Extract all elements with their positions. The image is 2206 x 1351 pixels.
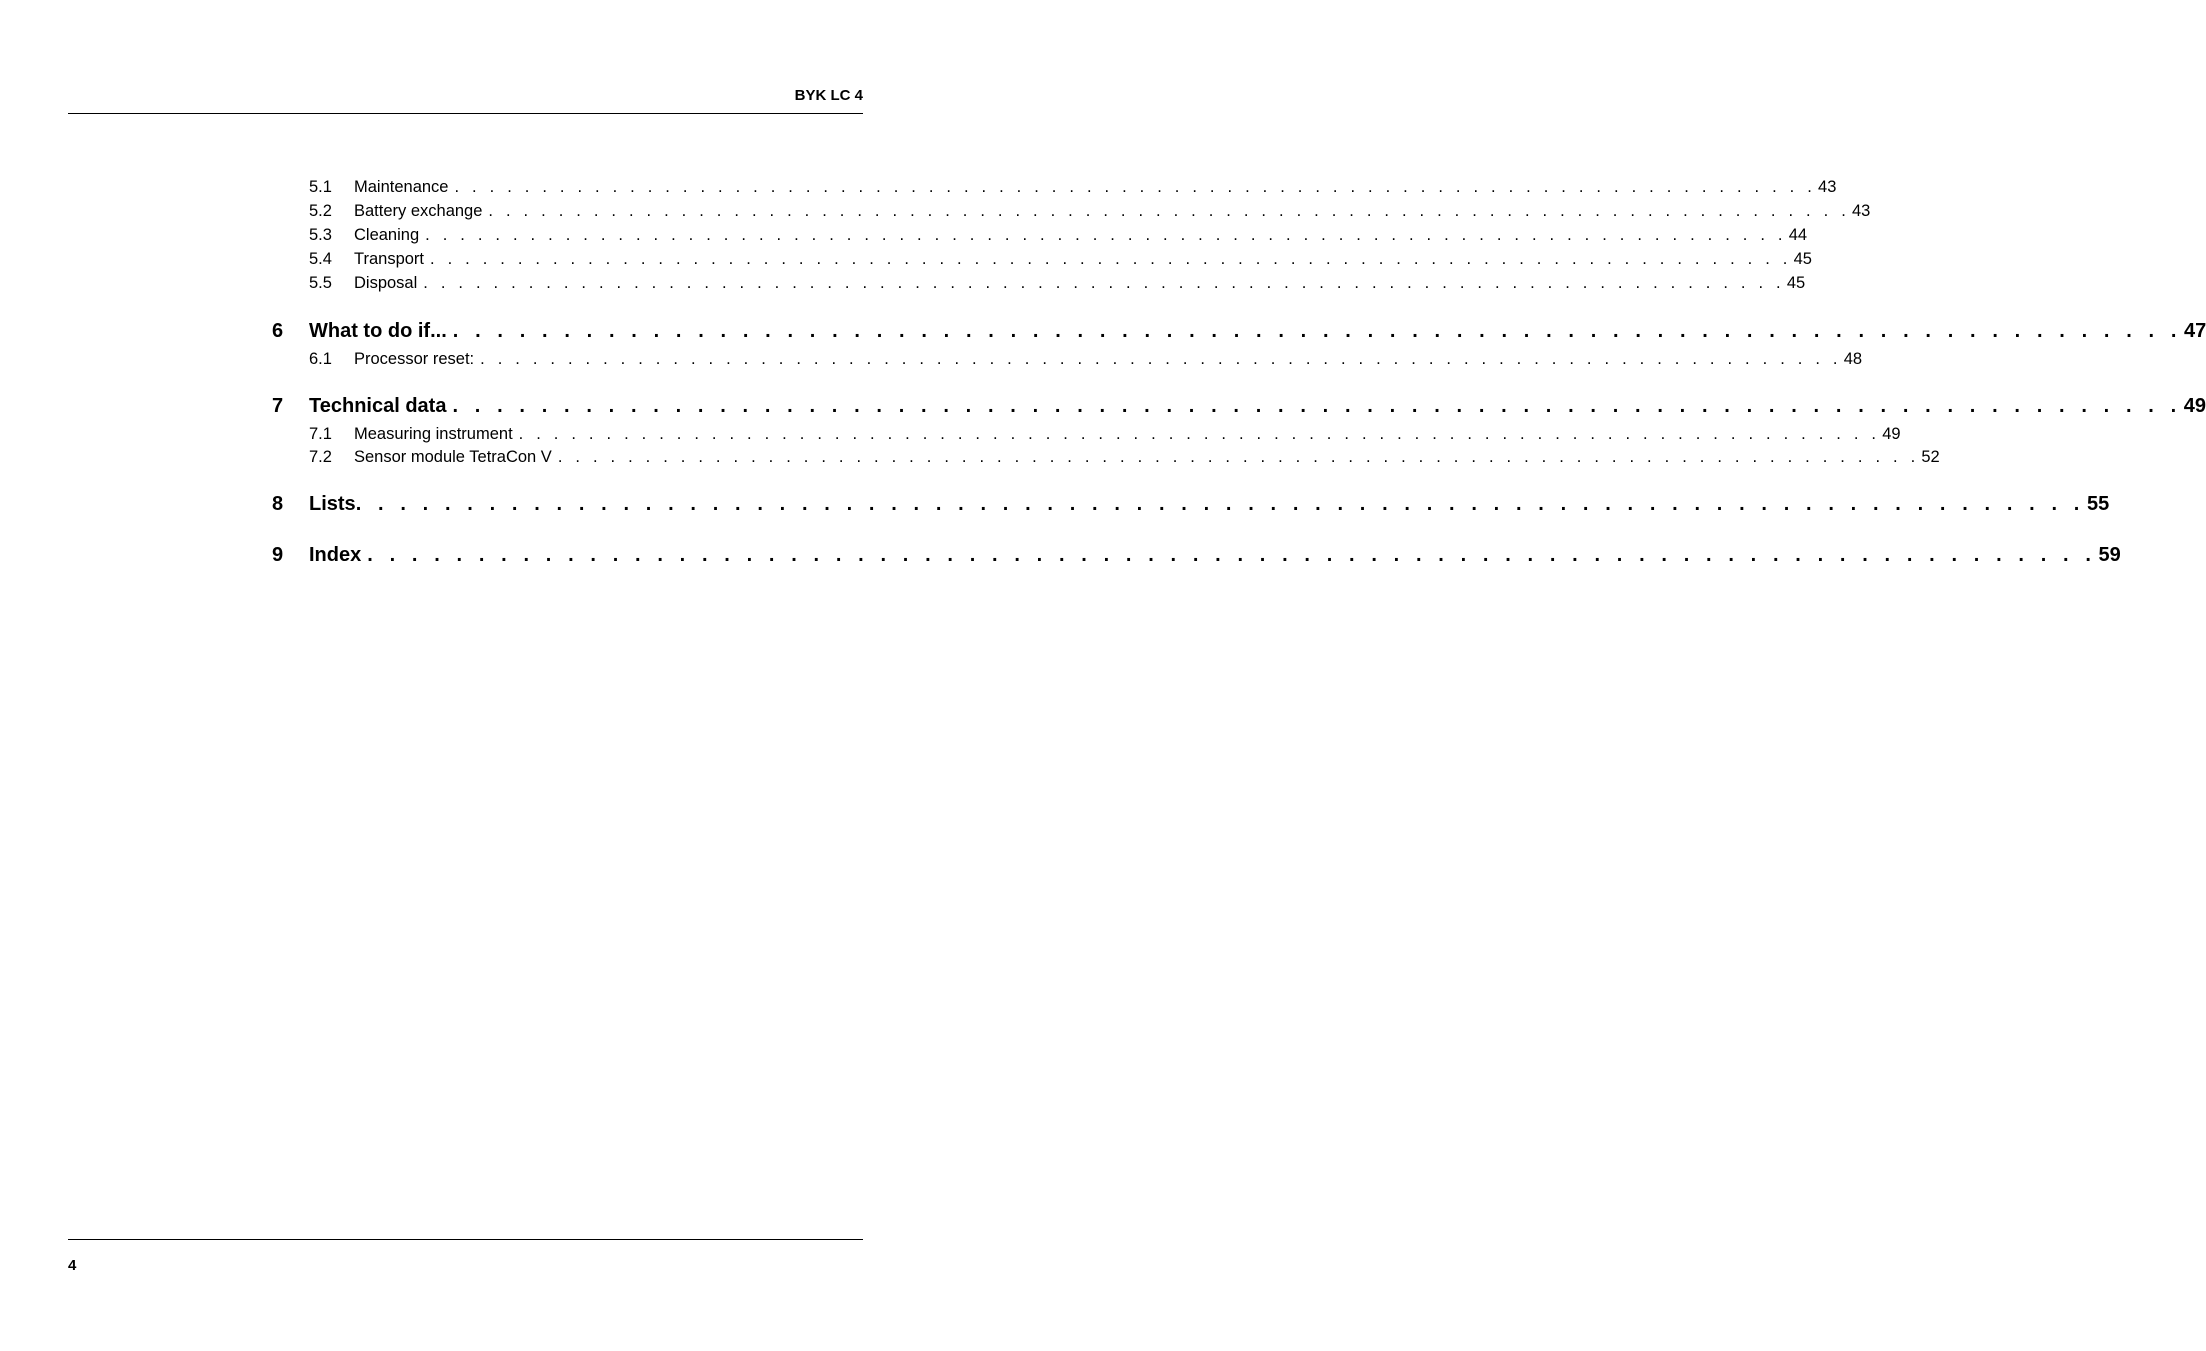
toc-entry-page: 45 [1793,250,1812,268]
toc-dot-leader: . . . . . . . . . . . . . . . . . . . . . . . . . . . . . . . . . . . . . . . . . . . . . . . . . . . . . . . . . . . . . . . . . . . . . . . . . . . . . . [423,274,1785,292]
toc-chapter-page: 59 [2098,544,2121,566]
toc-chapter-number: 8 [272,493,284,515]
toc-chapter-6[interactable] [272,319,2206,343]
toc-entry-number: 7.2 [309,448,332,466]
toc-entry-7-1[interactable] [309,424,1901,444]
toc-entry-number: 5.3 [309,226,332,244]
toc-entry-title: Measuring instrument [354,425,513,443]
toc-chapter-page: 47 [2184,320,2206,342]
toc-dot-leader: . . . . . . . . . . . . . . . . . . . . . . . . . . . . . . . . . . . . . . . . . . . . . . . . . . . . . . . . . . . . . . . . . . . . . . . . . . . . . . [355,493,2085,515]
toc-entry-title: Cleaning [354,226,420,244]
toc-entry-page: 44 [1788,226,1808,244]
toc-entry-number: 7.1 [309,425,332,443]
toc-dot-leader: . . . . . . . . . . . . . . . . . . . . . . . . . . . . . . . . . . . . . . . . . . . . . . . . . . . . . . . . . . . . . . . . . . . . . . . . . . . . . . [452,395,2182,417]
toc-entry-number: 5.2 [309,202,332,220]
toc-chapter-page: 49 [2183,395,2206,417]
toc-chapter-title: Index [309,544,362,566]
toc-chapter-number: 6 [272,320,284,342]
toc-entry-5-4[interactable] [309,249,1812,269]
toc-chapter-title: What to do if... [309,320,447,342]
toc-chapter-9[interactable] [272,543,2121,567]
toc-dot-leader: . . . . . . . . . . . . . . . . . . . . . . . . . . . . . . . . . . . . . . . . . . . . . . . . . . . . . . . . . . . . . . . . . . . . . . . . . . . . . . [454,178,1817,196]
toc-chapter-7[interactable] [272,394,2206,418]
toc-entry-title: Transport [354,250,424,268]
toc-entry-number: 6.1 [309,350,332,368]
toc-entry-6-1[interactable] [309,349,1863,369]
toc-entry-title: Battery exchange [354,202,483,220]
toc-entry-page: 43 [1851,202,1871,220]
toc-entry-number: 5.5 [309,274,332,292]
toc-entry-5-2[interactable] [309,201,1871,221]
toc-entry-page: 45 [1786,274,1806,292]
toc-entry-number: 5.1 [309,178,332,196]
running-header-title: BYK LC 4 [794,87,863,104]
toc-dot-leader: . . . . . . . . . . . . . . . . . . . . . . . . . . . . . . . . . . . . . . . . . . . . . . . . . . . . . . . . . . . . . . . . . . . . . . . . . . . . . . [452,320,2183,342]
toc-dot-leader: . . . . . . . . . . . . . . . . . . . . . . . . . . . . . . . . . . . . . . . . . . . . . . . . . . . . . . . . . . . . . . . . . . . . . . . . . . . . . . [488,202,1850,220]
toc-dot-leader: . . . . . . . . . . . . . . . . . . . . . . . . . . . . . . . . . . . . . . . . . . . . . . . . . . . . . . . . . . . . . . . . . . . . . . . . . . . . . . [425,226,1787,244]
toc-dot-leader: . . . . . . . . . . . . . . . . . . . . . . . . . . . . . . . . . . . . . . . . . . . . . . . . . . . . . . . . . . . . . . . . . . . . . . . . . . . . . . [430,250,1792,268]
footer-rule [68,1239,863,1240]
toc-entry-title: Processor reset: [354,350,475,368]
toc-chapter-number: 7 [272,395,284,417]
toc-chapter-title: Lists [309,493,356,515]
toc-entry-page: 43 [1818,178,1837,196]
toc-chapter-number: 9 [272,544,284,566]
page-number: 4 [68,1257,77,1274]
toc-dot-leader: . . . . . . . . . . . . . . . . . . . . . . . . . . . . . . . . . . . . . . . . . . . . . . . . . . . . . . . . . . . . . . . . . . . . . . . . . . . . . . [518,425,1881,443]
toc-entry-number: 5.4 [309,250,332,268]
toc-entry-page: 52 [1921,448,1940,466]
toc-dot-leader: . . . . . . . . . . . . . . . . . . . . . . . . . . . . . . . . . . . . . . . . . . . . . . . . . . . . . . . . . . . . . . . . . . . . . . . . . . . . . . [367,544,2097,566]
toc-chapter-8[interactable] [272,492,2110,516]
toc-dot-leader: . . . . . . . . . . . . . . . . . . . . . . . . . . . . . . . . . . . . . . . . . . . . . . . . . . . . . . . . . . . . . . . . . . . . . . . . . . . . . . [480,350,1842,368]
toc-dot-leader: . . . . . . . . . . . . . . . . . . . . . . . . . . . . . . . . . . . . . . . . . . . . . . . . . . . . . . . . . . . . . . . . . . . . . . . . . . . . . . [557,448,1920,466]
toc-entry-page: 49 [1882,425,1901,443]
toc-entry-5-5[interactable] [309,273,1806,293]
toc-entry-page: 48 [1843,350,1863,368]
toc-entry-7-2[interactable] [309,447,1940,467]
toc-entry-5-3[interactable] [309,225,1808,245]
toc-entry-title: Disposal [354,274,418,292]
toc-chapter-page: 55 [2086,493,2110,515]
toc-entry-title: Maintenance [354,178,449,196]
toc-entry-5-1[interactable] [309,177,1837,197]
toc-entry-title: Sensor module TetraCon V [354,448,552,466]
toc-chapter-title: Technical data [309,395,447,417]
